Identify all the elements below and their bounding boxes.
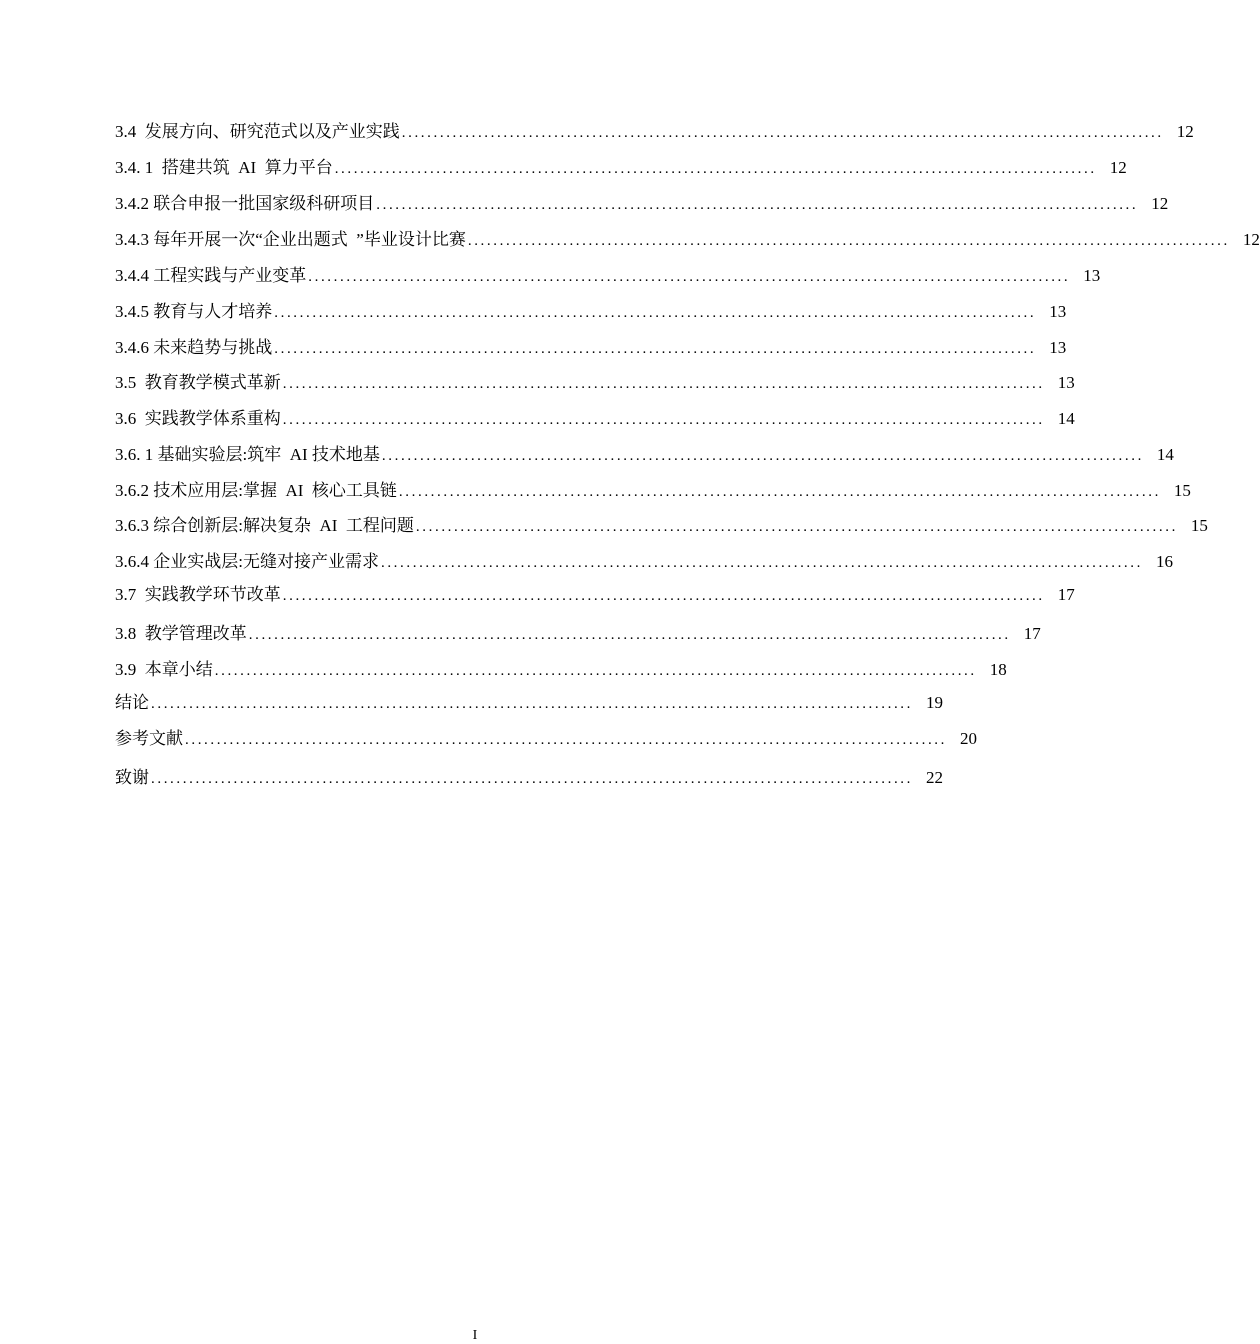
toc-entry-page: 22 (926, 768, 943, 787)
toc-entry[interactable] (115, 766, 943, 790)
toc-entry-title: 3.6. 1 基础实验层:筑牢 AI 技术地基 (115, 445, 380, 464)
toc-entry[interactable] (115, 407, 1075, 431)
toc-dot-leader: ........................................................................................................................ (401, 125, 1164, 141)
toc-dot-leader: ........................................................................................................................ (282, 412, 1045, 428)
toc-dot-leader: ........................................................................................................................ (381, 448, 1144, 464)
toc-entry-title: 结论 (115, 693, 149, 712)
toc-entry[interactable] (115, 336, 1067, 360)
toc-entry[interactable] (115, 658, 1007, 682)
toc-entry-title: 3.4.5 教育与人才培养 (115, 302, 273, 321)
toc-entry-page: 15 (1173, 481, 1191, 500)
toc-entry-title: 3.4 发展方向、研究范式以及产业实践 (115, 122, 400, 141)
toc-entry-page: 17 (1057, 585, 1075, 604)
toc-entry-title: 3.5 教育教学模式革新 (115, 373, 281, 392)
toc-entry-page: 20 (960, 729, 977, 748)
toc-dot-leader: ........................................................................................................................ (282, 376, 1045, 392)
toc-entry-title: 3.6.3 综合创新层:解决复杂 AI 工程问题 (115, 516, 414, 535)
toc-dot-leader: ........................................................................................................................ (415, 519, 1178, 535)
toc-dot-leader: ........................................................................................................................ (376, 197, 1139, 213)
toc-entry-page: 12 (1109, 158, 1127, 177)
page-number: I (472, 1328, 478, 1343)
toc-dot-leader: ........................................................................................................................ (185, 732, 947, 748)
toc-dot-leader: ........................................................................................................................ (274, 341, 1037, 357)
toc-dot-leader: ........................................................................................................................ (151, 771, 913, 787)
toc-entry-title: 3.8 教学管理改革 (115, 624, 247, 643)
toc-entry-page: 13 (1049, 338, 1067, 357)
toc-entry-page: 13 (1057, 373, 1075, 392)
toc-entry-page: 14 (1057, 409, 1075, 428)
toc-entry[interactable] (115, 228, 1260, 252)
toc-entry-title: 致谢 (115, 768, 149, 787)
toc-entry[interactable] (115, 550, 1173, 574)
toc-dot-leader: ........................................................................................................................ (467, 233, 1230, 249)
toc-dot-leader: ........................................................................................................................ (308, 269, 1071, 285)
toc-entry[interactable] (115, 300, 1067, 324)
toc-entry-page: 16 (1155, 552, 1173, 571)
toc-entry[interactable] (115, 727, 977, 751)
toc-entry-title: 3.4.3 每年开展一次“企业出题式 ”毕业设计比赛 (115, 230, 466, 249)
toc-entry-page: 18 (989, 660, 1007, 679)
toc-entry-title: 3.6.4 企业实战层:无缝对接产业需求 (115, 552, 379, 571)
toc-entry[interactable] (115, 120, 1194, 144)
toc-dot-leader: ........................................................................................................................ (398, 484, 1161, 500)
toc-entry-page: 15 (1190, 516, 1208, 535)
toc-entry-page: 12 (1151, 194, 1169, 213)
toc-dot-leader: ........................................................................................................................ (282, 588, 1045, 604)
toc-entry[interactable] (115, 156, 1127, 180)
toc-entry-page: 14 (1156, 445, 1174, 464)
toc-entry-page: 17 (1023, 624, 1041, 643)
toc-entry[interactable] (115, 691, 943, 715)
toc-entry[interactable] (115, 622, 1041, 646)
toc-entry[interactable] (115, 514, 1208, 538)
toc-dot-leader: ........................................................................................................................ (334, 161, 1097, 177)
toc-entry[interactable] (115, 479, 1191, 503)
toc-entry-title: 3.9 本章小结 (115, 660, 213, 679)
toc-entry-title: 3.6.2 技术应用层:掌握 AI 核心工具链 (115, 481, 397, 500)
toc-entry-page: 13 (1083, 266, 1101, 285)
toc-entry[interactable] (115, 371, 1075, 395)
toc-entry-title: 3.4.6 未来趋势与挑战 (115, 338, 273, 357)
toc-entry-title: 3.4. 1 搭建共筑 AI 算力平台 (115, 158, 333, 177)
toc-dot-leader: ........................................................................................................................ (380, 555, 1143, 571)
toc-entry-title: 3.6 实践教学体系重构 (115, 409, 281, 428)
toc-entry[interactable] (115, 443, 1174, 467)
toc-entry-title: 3.4.2 联合申报一批国家级科研项目 (115, 194, 375, 213)
toc-entry[interactable] (115, 583, 1075, 607)
toc-dot-leader: ........................................................................................................................ (151, 696, 913, 712)
toc-entry-title: 参考文献 (115, 729, 183, 748)
toc-entry[interactable] (115, 264, 1101, 288)
toc-dot-leader: ........................................................................................................................ (214, 663, 977, 679)
toc-entry-title: 3.4.4 工程实践与产业变革 (115, 266, 307, 285)
toc-entry-page: 19 (926, 693, 943, 712)
toc-dot-leader: ........................................................................................................................ (274, 305, 1037, 321)
toc-dot-leader: ........................................................................................................................ (248, 627, 1011, 643)
toc-entry-title: 3.7 实践教学环节改革 (115, 585, 281, 604)
toc-entry-page: 13 (1049, 302, 1067, 321)
toc-entry[interactable] (115, 192, 1169, 216)
toc-entry-page: 12 (1176, 122, 1194, 141)
toc-entry-page: 12 (1242, 230, 1260, 249)
